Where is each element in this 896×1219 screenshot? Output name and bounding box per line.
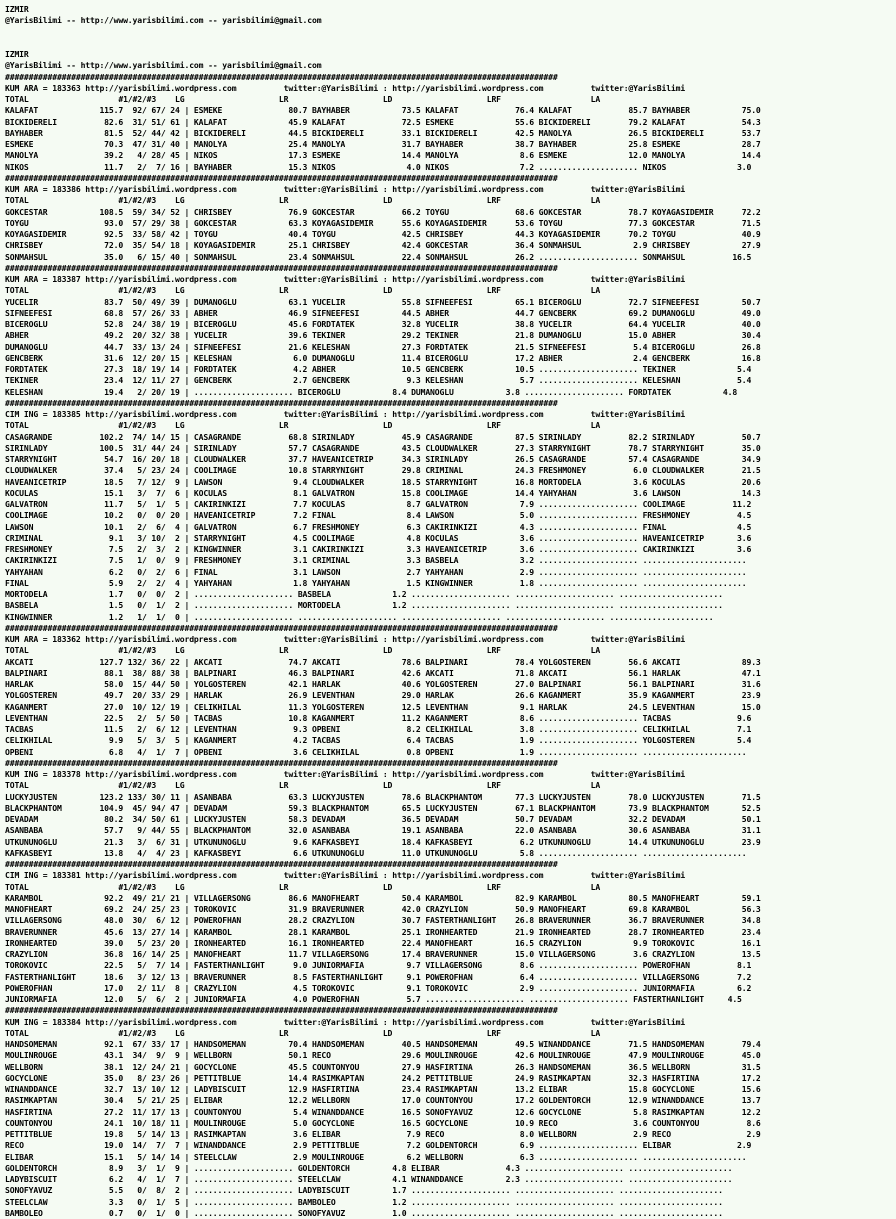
horse-row: MANOLYA 39.2 4/ 28/ 45 | NIKOS 17.3 ESMEKE 14.4 MANOLYA 8.6 ESMEKE 12.0 MANOLYA 14.4 — [5, 150, 891, 161]
horse-row: ASANBABA 57.7 9/ 44/ 55 | BLACKPHANTOM 32.0 ASANBABA 19.1 ASANBABA 22.0 ASANBABA 30.6 ASANBABA 31.1 — [5, 825, 891, 836]
race-section — [5, 623, 891, 758]
race-header: KUM ING = 183384 http://yarisbilimi.wordpress.com twitter:@YarisBilimi : http://yarisbilimi.wordpress.com twitter:@YarisBilimi — [5, 1017, 891, 1028]
horse-row: HARLAK 58.0 15/ 44/ 50 | YOLGOSTEREN 42.1 HARLAK 40.6 YOLGOSTEREN 27.0 BALPINARI 56.1 BALPINARI 31.6 — [5, 679, 891, 690]
horse-row: GENCBERK 31.6 12/ 20/ 15 | KELESHAN 6.0 DUMANOGLU 11.4 BICEROGLU 17.2 ABHER 2.4 GENCBERK 16.8 — [5, 353, 891, 364]
horse-row: ELIBAR 15.1 5/ 14/ 14 | STEELCLAW 2.9 MOULINROUGE 6.2 WELLBORN 6.3 ..................... ...................... — [5, 1152, 891, 1163]
horse-row: COOLIMAGE 10.2 0/ 0/ 20 | HAVEANICETRIP 7.2 FINAL 8.4 LAWSON 5.0 ..................... FRESHMONEY 4.5 — [5, 510, 891, 521]
horse-row: MORTODELA 1.7 0/ 0/ 2 | ..................... BASBELA 1.2 ..................... ..................... ...................... — [5, 589, 891, 600]
city-title: IZMIR — [5, 49, 891, 60]
horse-row: STEELCLAW 3.3 0/ 1/ 5 | ..................... BAMBOLEO 1.2 ..................... ..................... ...................... — [5, 1197, 891, 1208]
contact-line: @YarisBilimi -- http://www.yarisbilimi.com -- yarisbilimi@gmail.com — [5, 15, 891, 26]
race-header: KUM ING = 183378 http://yarisbilimi.wordpress.com twitter:@YarisBilimi : http://yarisbilimi.wordpress.com twitter:@YarisBilimi — [5, 769, 891, 780]
separator-line: ##################################################################################################################### — [5, 173, 891, 184]
horse-row: ABHER 49.2 20/ 32/ 38 | YUCELIR 39.6 TEKINER 29.2 TEKINER 21.8 DUMANOGLU 15.0 ABHER 30.4 — [5, 330, 891, 341]
horse-row: FORDTATEK 27.3 18/ 19/ 14 | FORDTATEK 4.2 ABHER 10.5 GENCBERK 10.5 ..................... TEKINER 5.4 — [5, 364, 891, 375]
horse-row: TOROKOVIC 22.5 5/ 7/ 14 | FASTERTHANLIGHT 9.0 JUNIORMAFIA 9.7 VILLAGERSONG 8.6 ..................... POWEROFHAN 8.1 — [5, 960, 891, 971]
column-header: TOTAL #1/#2/#3 LG LR LD LRF LA — [5, 94, 891, 105]
horse-row: KALAFAT 115.7 92/ 67/ 24 | ESMEKE 80.7 BAYHABER 73.5 KALAFAT 76.4 KALAFAT 85.7 BAYHABER 75.0 — [5, 105, 891, 116]
separator-line: ##################################################################################################################### — [5, 859, 891, 870]
horse-row: UTKUNUNOGLU 21.3 3/ 6/ 31 | UTKUNUNOGLU 9.6 KAFKASBEYI 18.4 KAFKASBEYI 6.2 UTKUNUNOGLU 14.4 UTKUNUNOGLU 23.9 — [5, 837, 891, 848]
race-section — [5, 1005, 891, 1219]
horse-row: PETTITBLUE 19.8 5/ 14/ 13 | RASIMKAPTAN 3.6 ELIBAR 7.9 RECO 8.0 WELLBORN 2.9 RECO 2.9 — [5, 1129, 891, 1140]
race-header: KUM ARA = 183387 http://yarisbilimi.wordpress.com twitter:@YarisBilimi : http://yarisbilimi.wordpress.com twitter:@YarisBilimi — [5, 274, 891, 285]
horse-row: KARAMBOL 92.2 49/ 21/ 21 | VILLAGERSONG 86.6 MANOFHEART 50.4 KARAMBOL 82.9 KARAMBOL 80.5 MANOFHEART 59.1 — [5, 893, 891, 904]
horse-row: HANDSOMEMAN 92.1 67/ 33/ 17 | HANDSOMEMAN 70.4 HANDSOMEMAN 40.5 HANDSOMEMAN 49.5 WINANDDANCE 71.5 HANDSOMEMAN 79.4 — [5, 1039, 891, 1050]
horse-row: FRESHMONEY 7.5 2/ 3/ 2 | KINGWINNER 3.1 CAKIRINKIZI 3.3 HAVEANICETRIP 3.6 ..................... CAKIRINKIZI 3.6 — [5, 544, 891, 555]
horse-row: CRIMINAL 9.1 3/ 10/ 2 | STARRYNIGHT 4.5 COOLIMAGE 4.8 KOCULAS 3.6 ..................... HAVEANICETRIP 3.6 — [5, 533, 891, 544]
horse-row: LADYBISCUIT 6.2 4/ 1/ 7 | ..................... STEELCLAW 4.1 WINANDDANCE 2.3 ..................... ...................... — [5, 1174, 891, 1185]
horse-row: FINAL 5.9 2/ 2/ 4 | YAHYAHAN 1.8 YAHYAHAN 1.5 KINGWINNER 1.8 ..................... ...................... — [5, 578, 891, 589]
horse-row: DEVADAM 80.2 34/ 50/ 61 | LUCKYJUSTEN 58.3 DEVADAM 36.5 DEVADAM 50.7 DEVADAM 32.2 DEVADAM 50.1 — [5, 814, 891, 825]
race-section — [5, 758, 891, 859]
city-title: IZMIR — [5, 4, 891, 15]
horse-row: POWEROFHAN 17.0 2/ 11/ 8 | CRAZYLION 4.5 TOROKOVIC 9.1 TOROKOVIC 2.9 ..................... JUNIORMAFIA 6.2 — [5, 983, 891, 994]
horse-row: KOCULAS 15.1 3/ 7/ 6 | KOCULAS 8.1 GALVATRON 15.8 COOLIMAGE 14.4 YAHYAHAN 3.6 LAWSON 14.3 — [5, 488, 891, 499]
column-header: TOTAL #1/#2/#3 LG LR LD LRF LA — [5, 195, 891, 206]
horse-row: KELESHAN 19.4 2/ 20/ 19 | ..................... BICEROGLU 8.4 DUMANOGLU 3.8 ..................... FORDTATEK 4.8 — [5, 387, 891, 398]
horse-row: SONOFYAVUZ 5.5 0/ 8/ 2 | ..................... LADYBISCUIT 1.7 ..................... ..................... ...................... — [5, 1185, 891, 1196]
race-section — [5, 263, 891, 398]
horse-row: MOULINROUGE 43.1 34/ 9/ 9 | WELLBORN 50.1 RECO 29.6 MOULINROUGE 42.6 MOULINROUGE 47.9 MOULINROUGE 45.0 — [5, 1050, 891, 1061]
horse-row: BALPINARI 88.1 38/ 88/ 38 | BALPINARI 46.3 BALPINARI 42.6 AKCATI 71.8 AKCATI 56.1 HARLAK 47.1 — [5, 668, 891, 679]
horse-row: CASAGRANDE 102.2 74/ 14/ 15 | CASAGRANDE 68.8 SIRINLADY 45.9 CASAGRANDE 87.5 SIRINLADY 82.2 SIRINLADY 50.7 — [5, 432, 891, 443]
horse-row: KOYAGASIDEMIR 92.5 33/ 58/ 42 | TOYGU 40.4 TOYGU 42.5 CHRISBEY 44.3 KOYAGASIDEMIR 70.2 TOYGU 40.9 — [5, 229, 891, 240]
horse-row: SIFNEEFESI 68.8 57/ 26/ 33 | ABHER 46.9 SIFNEEFESI 44.5 ABHER 44.7 GENCBERK 69.2 DUMANOGLU 49.0 — [5, 308, 891, 319]
horse-row: AKCATI 127.7 132/ 36/ 22 | AKCATI 74.7 AKCATI 78.6 BALPINARI 78.4 YOLGOSTEREN 56.6 AKCATI 89.3 — [5, 657, 891, 668]
horse-row: HAVEANICETRIP 18.5 7/ 12/ 9 | LAWSON 9.4 CLOUDWALKER 18.5 STARRYNIGHT 16.8 MORTODELA 3.6 KOCULAS 20.6 — [5, 477, 891, 488]
horse-row: LAWSON 10.1 2/ 6/ 4 | GALVATRON 6.7 FRESHMONEY 6.3 CAKIRINKIZI 4.3 ..................... FINAL 4.5 — [5, 522, 891, 533]
horse-row: OPBENI 6.8 4/ 1/ 7 | OPBENI 3.6 CELIKHILAL 0.8 OPBENI 1.9 ..................... ...................... — [5, 747, 891, 758]
horse-row: STARRYNIGHT 54.7 16/ 20/ 18 | CLOUDWALKER 37.7 HAVEANICETRIP 34.3 SIRINLADY 26.5 CASAGRANDE 57.4 CASAGRANDE 34.9 — [5, 454, 891, 465]
horse-row: SONMAHSUL 35.0 6/ 15/ 40 | SONMAHSUL 23.4 SONMAHSUL 22.4 SONMAHSUL 26.2 ..................... SONMAHSUL 16.5 — [5, 252, 891, 263]
race-section — [5, 398, 891, 623]
race-header: CIM ING = 183381 http://yarisbilimi.wordpress.com twitter:@YarisBilimi : http://yarisbilimi.wordpress.com twitter:@YarisBilimi — [5, 870, 891, 881]
horse-row: BLACKPHANTOM 104.9 45/ 94/ 47 | DEVADAM 59.3 BLACKPHANTOM 65.5 LUCKYJUSTEN 67.1 BLACKPHANTOM 73.9 BLACKPHANTOM 52.5 — [5, 803, 891, 814]
horse-row: JUNIORMAFIA 12.0 5/ 6/ 2 | JUNIORMAFIA 4.0 POWEROFHAN 5.7 ..................... ..................... FASTERTHANLIGHT 4.5 — [5, 994, 891, 1005]
horse-row: WINANDDANCE 32.7 13/ 10/ 12 | LADYBISCUIT 12.9 HASFIRTINA 23.4 RASIMKAPTAN 13.2 ELIBAR 15.8 GOCYCLONE 15.6 — [5, 1084, 891, 1095]
horse-row: NIKOS 11.7 2/ 7/ 16 | BAYHABER 15.3 NIKOS 4.0 NIKOS 7.2 ..................... NIKOS 3.0 — [5, 162, 891, 173]
horse-row: TEKINER 23.4 12/ 11/ 27 | GENCBERK 2.7 GENCBERK 9.3 KELESHAN 5.7 ..................... KELESHAN 5.4 — [5, 375, 891, 386]
horse-row: BICEROGLU 52.8 24/ 38/ 19 | BICEROGLU 45.6 FORDTATEK 32.8 YUCELIR 38.8 YUCELIR 64.4 YUCELIR 40.0 — [5, 319, 891, 330]
separator-line: ##################################################################################################################### — [5, 72, 891, 83]
horse-row: YUCELIR 83.7 50/ 49/ 39 | DUMANOGLU 63.1 YUCELIR 55.8 SIFNEEFESI 65.1 BICEROGLU 72.7 SIFNEEFESI 50.7 — [5, 297, 891, 308]
horse-row: KAFKASBEYI 13.8 4/ 4/ 23 | KAFKASBEYI 6.6 UTKUNUNOGLU 11.0 UTKUNUNOGLU 5.8 ..................... ...................... — [5, 848, 891, 859]
horse-row: RASIMKAPTAN 30.4 5/ 21/ 25 | ELIBAR 12.2 WELLBORN 17.0 COUNTONYOU 17.2 GOLDENTORCH 12.9 WINANDDANCE 13.7 — [5, 1095, 891, 1106]
horse-row: GOLDENTORCH 8.9 3/ 1/ 9 | ..................... GOLDENTORCH 4.8 ELIBAR 4.3 ..................... ...................... — [5, 1163, 891, 1174]
horse-row: YAHYAHAN 6.2 0/ 2/ 6 | FINAL 3.1 LAWSON 2.7 YAHYAHAN 2.9 ..................... ...................... — [5, 567, 891, 578]
column-header: TOTAL #1/#2/#3 LG LR LD LRF LA — [5, 780, 891, 791]
horse-row: SIRINLADY 100.5 31/ 44/ 24 | SIRINLADY 57.7 CASAGRANDE 43.5 CLOUDWALKER 27.3 STARRYNIGHT 78.7 STARRYNIGHT 35.0 — [5, 443, 891, 454]
race-header: KUM ARA = 183363 http://yarisbilimi.wordpress.com twitter:@YarisBilimi : http://yarisbilimi.wordpress.com twitter:@YarisBilimi — [5, 83, 891, 94]
horse-row: ESMEKE 70.3 47/ 31/ 40 | MANOLYA 25.4 MANOLYA 31.7 BAYHABER 38.7 BAYHABER 25.8 ESMEKE 28.7 — [5, 139, 891, 150]
horse-row: GALVATRON 11.7 5/ 1/ 5 | CAKIRINKIZI 7.7 KOCULAS 8.7 GALVATRON 7.9 ..................... COOLIMAGE 11.2 — [5, 499, 891, 510]
separator-line: ##################################################################################################################### — [5, 398, 891, 409]
horse-row: DUMANOGLU 44.7 33/ 13/ 24 | SIFNEEFESI 21.6 KELESHAN 27.3 FORDTATEK 21.5 SIFNEEFESI 5.4 BICEROGLU 26.8 — [5, 342, 891, 353]
horse-row: CRAZYLION 36.8 16/ 14/ 25 | MANOFHEART 11.7 VILLAGERSONG 17.4 BRAVERUNNER 15.0 VILLAGERSONG 3.6 CRAZYLION 13.5 — [5, 949, 891, 960]
horse-row: BAMBOLEO 0.7 0/ 1/ 0 | ..................... SONOFYAVUZ 1.0 ..................... ..................... ...................... — [5, 1208, 891, 1219]
horse-row: BRAVERUNNER 45.6 13/ 27/ 14 | KARAMBOL 28.1 KARAMBOL 25.1 IRONHEARTED 21.9 IRONHEARTED 28.7 IRONHEARTED 23.4 — [5, 927, 891, 938]
separator-line: ##################################################################################################################### — [5, 623, 891, 634]
horse-row: RECO 19.0 14/ 7/ 7 | WINANDDANCE 2.9 PETTITBLUE 7.2 GOLDENTORCH 6.9 ..................... ELIBAR 2.9 — [5, 1140, 891, 1151]
horse-row: YOLGOSTEREN 49.7 20/ 33/ 29 | HARLAK 26.9 LEVENTHAN 29.0 HARLAK 26.6 KAGANMERT 35.9 KAGANMERT 23.9 — [5, 690, 891, 701]
horse-row: HASFIRTINA 27.2 11/ 17/ 13 | COUNTONYOU 5.4 WINANDDANCE 16.5 SONOFYAVUZ 12.6 GOCYCLONE 5.8 RASIMKAPTAN 12.2 — [5, 1107, 891, 1118]
horse-row: TACBAS 11.5 2/ 6/ 12 | LEVENTHAN 9.3 OPBENI 8.2 CELIKHILAL 3.8 ..................... CELIKHILAL 7.1 — [5, 724, 891, 735]
horse-row: WELLBORN 38.1 12/ 24/ 21 | GOCYCLONE 45.5 COUNTONYOU 27.9 HASFIRTINA 26.3 HANDSOMEMAN 36.5 WELLBORN 31.5 — [5, 1062, 891, 1073]
horse-row: LEVENTHAN 22.5 2/ 5/ 50 | TACBAS 10.8 KAGANMERT 11.2 KAGANMERT 8.6 ..................... TACBAS 9.6 — [5, 713, 891, 724]
race-header: KUM ARA = 183362 http://yarisbilimi.wordpress.com twitter:@YarisBilimi : http://yarisbilimi.wordpress.com twitter:@YarisBilimi — [5, 634, 891, 645]
column-header: TOTAL #1/#2/#3 LG LR LD LRF LA — [5, 420, 891, 431]
horse-row: BAYHABER 81.5 52/ 44/ 42 | BICKIDERELI 44.5 BICKIDERELI 33.1 BICKIDERELI 42.5 MANOLYA 26.5 BICKIDERELI 53.7 — [5, 128, 891, 139]
race-sections — [5, 72, 891, 1219]
race-section — [5, 173, 891, 263]
horse-row: BICKIDERELI 82.6 31/ 51/ 61 | KALAFAT 45.9 KALAFAT 72.5 ESMEKE 55.6 BICKIDERELI 79.2 KALAFAT 54.3 — [5, 117, 891, 128]
horse-row: GOCYCLONE 35.0 8/ 23/ 26 | PETTITBLUE 14.4 RASIMKAPTAN 24.2 PETTITBLUE 24.9 RASIMKAPTAN 32.3 HASFIRTINA 17.2 — [5, 1073, 891, 1084]
horse-row: KINGWINNER 1.2 1/ 1/ 0 | ..................... ..................... ..................... ..................... ...................... — [5, 612, 891, 623]
horse-row: GOKCESTAR 108.5 59/ 34/ 52 | CHRISBEY 76.9 GOKCESTAR 66.2 TOYGU 68.6 GOKCESTAR 78.7 KOYAGASIDEMIR 72.2 — [5, 207, 891, 218]
horse-row: CLOUDWALKER 37.4 5/ 23/ 24 | COOLIMAGE 10.8 STARRYNIGHT 29.8 CRIMINAL 24.3 FRESHMONEY 6.0 CLOUDWALKER 21.5 — [5, 465, 891, 476]
horse-row: CELIKHILAL 9.9 5/ 3/ 5 | KAGANMERT 4.2 TACBAS 6.4 TACBAS 1.9 ..................... YOLGOSTEREN 5.4 — [5, 735, 891, 746]
horse-row: KAGANMERT 27.0 10/ 12/ 19 | CELIKHILAL 11.3 YOLGOSTEREN 12.5 LEVENTHAN 9.1 HARLAK 24.5 LEVENTHAN 15.0 — [5, 702, 891, 713]
separator-line: ##################################################################################################################### — [5, 1005, 891, 1016]
race-header: KUM ARA = 183386 http://yarisbilimi.wordpress.com twitter:@YarisBilimi : http://yarisbilimi.wordpress.com twitter:@YarisBilimi — [5, 184, 891, 195]
race-header: CIM ING = 183385 http://yarisbilimi.wordpress.com twitter:@YarisBilimi : http://yarisbilimi.wordpress.com twitter:@YarisBilimi — [5, 409, 891, 420]
separator-line: ##################################################################################################################### — [5, 263, 891, 274]
column-header: TOTAL #1/#2/#3 LG LR LD LRF LA — [5, 645, 891, 656]
race-report-document — [5, 4, 891, 1219]
horse-row: BASBELA 1.5 0/ 1/ 2 | ..................... MORTODELA 1.2 ..................... ..................... ...................... — [5, 600, 891, 611]
horse-row: TOYGU 93.0 57/ 29/ 38 | GOKCESTAR 63.3 KOYAGASIDEMIR 55.6 KOYAGASIDEMIR 53.6 TOYGU 77.3 GOKCESTAR 71.5 — [5, 218, 891, 229]
contact-line: @YarisBilimi -- http://www.yarisbilimi.com -- yarisbilimi@gmail.com — [5, 60, 891, 71]
blank-line — [5, 27, 891, 38]
separator-line: ##################################################################################################################### — [5, 758, 891, 769]
column-header: TOTAL #1/#2/#3 LG LR LD LRF LA — [5, 1028, 891, 1039]
horse-row: COUNTONYOU 24.1 10/ 18/ 11 | MOULINROUGE 5.0 GOCYCLONE 16.5 GOCYCLONE 10.9 RECO 3.6 COUNTONYOU 8.6 — [5, 1118, 891, 1129]
horse-row: CHRISBEY 72.0 35/ 54/ 18 | KOYAGASIDEMIR 25.1 CHRISBEY 42.4 GOKCESTAR 36.4 SONMAHSUL 2.9 CHRISBEY 27.9 — [5, 240, 891, 251]
horse-row: IRONHEARTED 39.0 5/ 23/ 20 | IRONHEARTED 16.1 IRONHEARTED 22.4 MANOFHEART 16.5 CRAZYLION 9.9 TOROKOVIC 16.1 — [5, 938, 891, 949]
column-header: TOTAL #1/#2/#3 LG LR LD LRF LA — [5, 285, 891, 296]
horse-row: LUCKYJUSTEN 123.2 133/ 30/ 11 | ASANBABA 63.3 LUCKYJUSTEN 78.6 BLACKPHANTOM 77.3 LUCKYJUSTEN 78.0 LUCKYJUSTEN 71.5 — [5, 792, 891, 803]
horse-row: CAKIRINKIZI 7.5 1/ 0/ 9 | FRESHMONEY 3.1 CRIMINAL 3.3 BASBELA 3.2 ..................... ...................... — [5, 555, 891, 566]
race-section — [5, 859, 891, 1005]
blank-line — [5, 38, 891, 49]
horse-row: VILLAGERSONG 48.0 30/ 6/ 12 | POWEROFHAN 28.2 CRAZYLION 30.7 FASTERTHANLIGHT 26.8 BRAVERUNNER 36.7 BRAVERUNNER 34.8 — [5, 915, 891, 926]
column-header: TOTAL #1/#2/#3 LG LR LD LRF LA — [5, 882, 891, 893]
horse-row: MANOFHEART 69.2 24/ 25/ 23 | TOROKOVIC 31.9 BRAVERUNNER 42.0 CRAZYLION 50.9 MANOFHEART 69.8 KARAMBOL 56.3 — [5, 904, 891, 915]
horse-row: FASTERTHANLIGHT 18.6 3/ 12/ 13 | BRAVERUNNER 8.5 FASTERTHANLIGHT 9.1 POWEROFHAN 6.4 ..................... VILLAGERSONG 7.2 — [5, 972, 891, 983]
race-section — [5, 72, 891, 173]
